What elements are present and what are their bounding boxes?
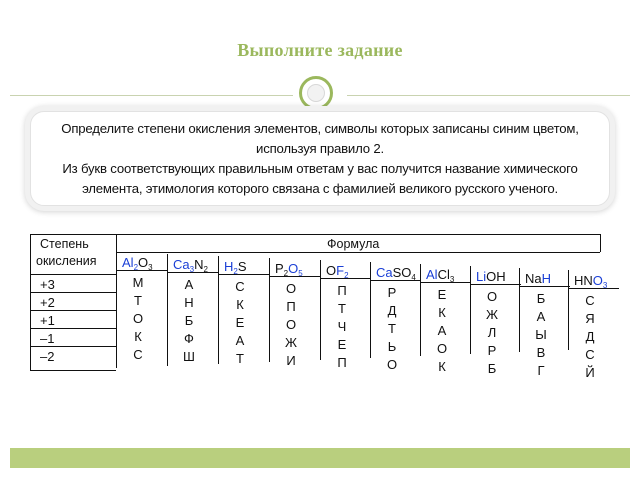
formula-part: 2 [283, 269, 289, 278]
degree-cell: +2 [40, 295, 55, 310]
formula-part: O [326, 263, 337, 278]
table-rule [218, 256, 219, 364]
letter-cell: Т [134, 293, 142, 308]
table-rule [167, 254, 168, 366]
letter-cell: К [236, 297, 244, 312]
letter-cell: И [286, 353, 296, 368]
formula-part: Ca [173, 257, 190, 272]
task-line: используя правило 2. [256, 141, 384, 156]
formula-part: Cl [437, 267, 450, 282]
formula-part: H [541, 271, 552, 286]
formula-part: 2 [344, 271, 349, 280]
formula-part: O [592, 273, 603, 288]
table-rule [519, 286, 570, 287]
formula-cell [326, 264, 349, 280]
table-rule [320, 260, 321, 360]
letter-cell: Ф [184, 331, 194, 346]
letter-cell: Ь [387, 339, 397, 354]
formula-part: SO [392, 265, 412, 280]
letter-cell: Й [585, 365, 595, 380]
table-rule [600, 234, 601, 252]
letter-cell: Т [338, 301, 346, 316]
letter-cell: Д [585, 329, 595, 344]
formula-part: 3 [148, 263, 153, 272]
letter-cell: Б [536, 291, 546, 306]
letter-cell: К [438, 359, 446, 374]
letter-cell: Т [236, 351, 244, 366]
formula-part: O [288, 261, 299, 276]
formula-part: O [138, 255, 149, 270]
formula-cell [376, 266, 416, 282]
letter-cell: М [132, 275, 144, 290]
formula-cell [173, 258, 208, 274]
formula-part: S [237, 259, 247, 274]
letter-cell: П [337, 355, 347, 370]
formula-cell [275, 262, 303, 278]
footer-bar [10, 448, 630, 468]
letter-cell: О [132, 311, 144, 326]
letter-cell: Т [388, 321, 396, 336]
formula-cell [525, 272, 551, 286]
formula-part: 3 [189, 265, 195, 274]
degree-cell: –1 [40, 331, 55, 346]
letter-cell: О [436, 341, 448, 356]
formula-part: N [194, 257, 204, 272]
letter-cell: В [536, 345, 546, 360]
task-line: Из букв соответствующих правильным ответам у вас получится название химического [62, 161, 578, 176]
table-rule [568, 270, 569, 350]
letter-cell: С [133, 347, 143, 362]
formula-part: 2 [203, 265, 208, 274]
letter-cell: О [486, 289, 498, 304]
letter-cell: О [285, 317, 297, 332]
degree-cell: +3 [40, 277, 55, 292]
task-line: Определите степени окисления элементов, символы которых записаны синим цветом, [61, 121, 579, 136]
formula-part: Li [476, 269, 487, 284]
letter-cell: К [134, 329, 142, 344]
formula-cell [476, 270, 506, 284]
table-rule [30, 346, 116, 347]
table-rule [30, 310, 116, 311]
formula-cell [122, 256, 153, 272]
letter-cell: А [536, 309, 546, 324]
formula-cell [426, 268, 454, 284]
slide-title: Выполните задание [237, 40, 403, 60]
degree-cell: +1 [40, 313, 55, 328]
table-rule [116, 252, 600, 253]
letter-cell: О [386, 357, 398, 372]
letter-cell: П [337, 283, 347, 298]
formula-part: Al [426, 267, 438, 282]
letter-cell: Е [235, 315, 245, 330]
letter-cell: Р [387, 285, 397, 300]
formula-part: OH [486, 269, 506, 284]
letter-cell: П [286, 299, 296, 314]
letter-cell: Я [585, 311, 595, 326]
letter-cell: Ж [485, 307, 498, 322]
degree-cell: –2 [40, 349, 55, 364]
table-rule [30, 274, 116, 275]
table-rule [30, 370, 116, 371]
table-rule [30, 234, 31, 274]
letter-cell: Ы [535, 327, 547, 342]
letter-cell: Р [487, 343, 497, 358]
formula-part: HN [574, 273, 593, 288]
letter-cell: А [235, 333, 245, 348]
letter-cell: Ж [284, 335, 297, 350]
letter-cell: А [184, 277, 194, 292]
formula-cell [224, 260, 247, 276]
letter-cell: Ч [337, 319, 347, 334]
letter-cell: С [235, 279, 245, 294]
formula-part: H [224, 259, 234, 274]
formula-part: 5 [298, 269, 303, 278]
formula-part: 2 [233, 267, 238, 276]
formula-part: Ca [376, 265, 393, 280]
formula-part: Na [525, 271, 542, 286]
formula-part: P [275, 261, 284, 276]
letter-cell: Е [437, 287, 447, 302]
formula-part: 4 [411, 273, 416, 282]
letter-cell: Б [184, 313, 194, 328]
table-rule [30, 292, 116, 293]
letter-cell: Д [387, 303, 397, 318]
formula-part: F [336, 263, 345, 278]
formula-part: Al [122, 255, 134, 270]
header-degree-line1: Степень [40, 237, 89, 251]
letter-cell: Л [487, 325, 497, 340]
header-degree-line2: окисления [36, 254, 97, 268]
table-rule [420, 264, 421, 356]
formula-cell [574, 274, 607, 290]
table-rule [470, 266, 471, 354]
formula-part: 3 [449, 275, 455, 284]
table-rule [30, 328, 116, 329]
table-rule [30, 274, 31, 370]
letter-cell: С [585, 293, 595, 308]
letter-cell: Г [537, 363, 545, 378]
letter-cell: А [437, 323, 447, 338]
letter-cell: Ш [183, 349, 195, 364]
table-rule [519, 268, 520, 352]
table-rule [370, 262, 371, 358]
table-rule [470, 284, 521, 285]
letter-cell: К [438, 305, 446, 320]
letter-cell: Н [184, 295, 194, 310]
table-rule [269, 258, 270, 362]
letter-cell: О [285, 281, 297, 296]
formula-part: 2 [133, 263, 139, 272]
letter-cell: С [585, 347, 595, 362]
formula-part: 3 [602, 281, 608, 290]
header-formula: Формула [327, 237, 380, 251]
letter-cell: Е [337, 337, 347, 352]
letter-cell: Б [487, 361, 497, 376]
task-line: элемента, этимология которого связана с фамилией великого русского ученого. [82, 181, 558, 196]
